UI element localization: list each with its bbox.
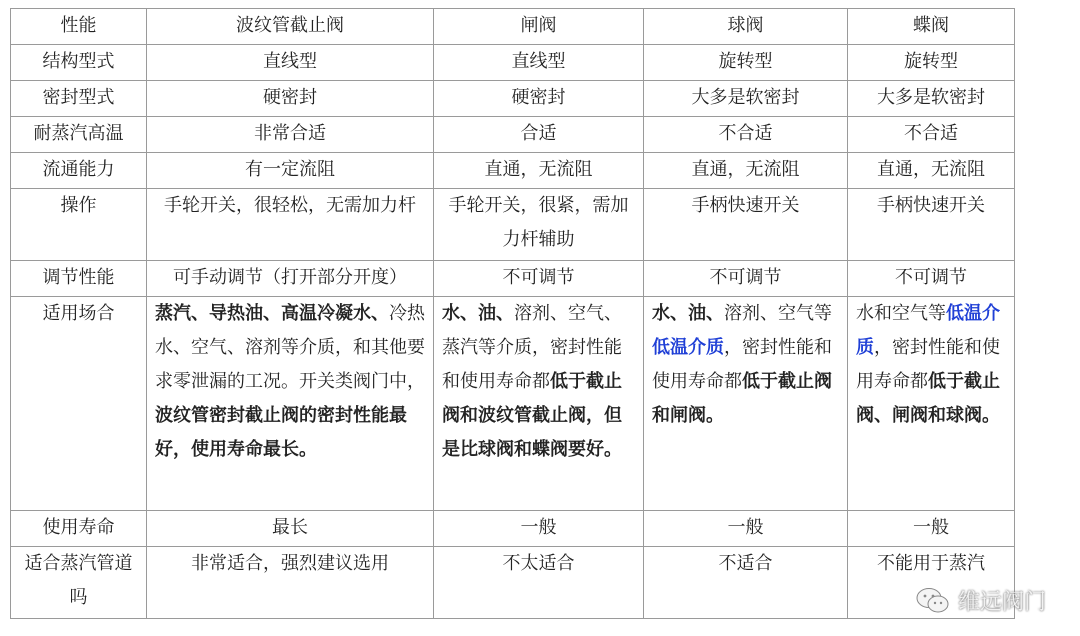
table-cell: 手轮开关，很轻松，无需加力杆 <box>147 189 434 261</box>
row-label: 耐蒸汽高温 <box>11 117 147 153</box>
table-cell: 不太适合 <box>434 547 644 619</box>
table-cell: 直通，无流阻 <box>848 153 1015 189</box>
wechat-icon <box>916 587 950 615</box>
table-cell: 不可调节 <box>848 261 1015 297</box>
application-text-segment: 冷热水、空气、溶剂等介质，和其他要求零泄漏的工况。开关类阀门中， <box>155 303 425 392</box>
header-cell: 波纹管截止阀 <box>147 9 434 45</box>
row-label: 适用场合 <box>11 297 147 511</box>
application-cell <box>644 297 848 511</box>
table-cell: 直线型 <box>434 45 644 81</box>
comparison-table-container <box>10 8 1015 619</box>
row-label: 适合蒸汽管道吗 <box>11 547 147 619</box>
table-cell: 不适合 <box>644 547 848 619</box>
application-text-segment: 溶剂、空气等 <box>724 303 832 324</box>
row-label: 使用寿命 <box>11 511 147 547</box>
table-cell: 手柄快速开关 <box>848 189 1015 261</box>
table-row <box>11 153 1015 189</box>
table-cell: 非常适合，强烈建议选用 <box>147 547 434 619</box>
application-text-segment: 水、油、 <box>652 303 724 324</box>
application-text-segment: ，密封性能和使用寿命都 <box>856 337 1000 392</box>
application-cell <box>434 297 644 511</box>
application-text-segment: 波纹管密封截止阀的密封性能最好，使用寿命最长。 <box>155 405 407 460</box>
table-cell: 不合适 <box>644 117 848 153</box>
table-cell: 直通，无流阻 <box>644 153 848 189</box>
table-cell: 大多是软密封 <box>644 81 848 117</box>
application-text-segment: ，密封性能和使用寿命都 <box>652 337 832 392</box>
header-cell: 闸阀 <box>434 9 644 45</box>
application-text-segment: 水、油、 <box>442 303 514 324</box>
row-label: 操作 <box>11 189 147 261</box>
application-text-segment: 低于截止阀和闸阀。 <box>652 371 832 426</box>
application-text-segment: 低温介质 <box>652 337 724 358</box>
table-row <box>11 511 1015 547</box>
table-cell: 手轮开关，很紧，需加力杆辅助 <box>434 189 644 261</box>
application-text-segment: 蒸汽、导热油、高温冷凝水、 <box>155 303 389 324</box>
table-cell: 一般 <box>434 511 644 547</box>
header-cell: 球阀 <box>644 9 848 45</box>
table-row <box>11 189 1015 261</box>
table-cell: 不可调节 <box>644 261 848 297</box>
table-cell: 不可调节 <box>434 261 644 297</box>
watermark <box>916 585 1046 616</box>
table-cell: 有一定流阻 <box>147 153 434 189</box>
row-label: 结构型式 <box>11 45 147 81</box>
table-row <box>11 45 1015 81</box>
table-cell: 一般 <box>848 511 1015 547</box>
table-cell: 旋转型 <box>644 45 848 81</box>
table-cell: 一般 <box>644 511 848 547</box>
application-text-segment: 溶剂、空气、蒸汽等介质，密封性能和使用寿命都 <box>442 303 622 392</box>
table-cell: 硬密封 <box>434 81 644 117</box>
table-row <box>11 547 1015 619</box>
table-cell: 合适 <box>434 117 644 153</box>
table-header-row <box>11 9 1015 45</box>
table-cell: 旋转型 <box>848 45 1015 81</box>
header-cell: 蝶阀 <box>848 9 1015 45</box>
row-label: 流通能力 <box>11 153 147 189</box>
table-cell: 直线型 <box>147 45 434 81</box>
table-cell: 可手动调节（打开部分开度） <box>147 261 434 297</box>
table-cell: 直通，无流阻 <box>434 153 644 189</box>
application-text-segment: 水和空气等 <box>856 303 946 324</box>
table-cell: 不合适 <box>848 117 1015 153</box>
application-text-segment: 低于截止阀和波纹管截止阀，但是比球阀和蝶阀要好。 <box>442 371 622 460</box>
header-cell: 性能 <box>11 9 147 45</box>
valve-comparison-table <box>10 8 1015 619</box>
application-text-segment: 低温介质 <box>856 303 1000 358</box>
row-label: 调节性能 <box>11 261 147 297</box>
table-cell: 最长 <box>147 511 434 547</box>
row-label: 密封型式 <box>11 81 147 117</box>
table-cell: 不能用于蒸汽 <box>848 547 1015 619</box>
application-cell <box>147 297 434 511</box>
table-cell: 非常合适 <box>147 117 434 153</box>
table-row-applications <box>11 297 1015 511</box>
table-row <box>11 81 1015 117</box>
table-row <box>11 117 1015 153</box>
table-cell: 手柄快速开关 <box>644 189 848 261</box>
application-text-segment: 低于截止阀、闸阀和球阀。 <box>856 371 1000 426</box>
application-cell <box>848 297 1015 511</box>
table-cell: 大多是软密封 <box>848 81 1015 117</box>
table-cell: 硬密封 <box>147 81 434 117</box>
watermark-text: 维远阀门 <box>957 590 1046 615</box>
table-row <box>11 261 1015 297</box>
